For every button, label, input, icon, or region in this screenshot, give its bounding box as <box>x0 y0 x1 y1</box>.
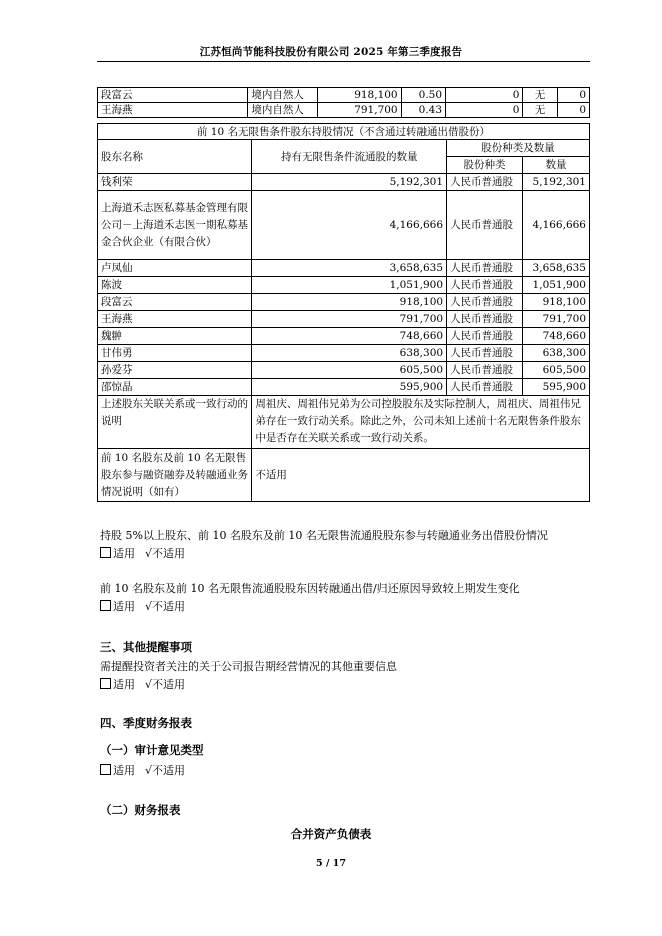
table-row <box>98 191 590 260</box>
holder-ratio: 0.50 <box>401 88 445 103</box>
holder-shares: 918,100 <box>317 88 401 103</box>
col-header-name: 股东名称 <box>98 140 252 174</box>
change-question: 前 10 名股东及前 10 名无限售流通股股东因转融通出借/归还原因导致较上期发生变化 <box>100 582 520 595</box>
header-rule <box>97 61 590 62</box>
margin-row <box>98 449 590 502</box>
table-row <box>98 88 590 103</box>
holder-restricted: 0 <box>446 88 523 103</box>
holder-count: 4,166,666 <box>523 191 590 260</box>
holder-count: 5,192,301 <box>523 174 590 191</box>
relation-label: 上述股东关联关系或一致行动的说明 <box>98 396 252 449</box>
table-row <box>98 103 590 118</box>
checkbox-icon <box>100 678 111 689</box>
applicable-label: 适用 <box>113 547 135 560</box>
page-number: 5 / 17 <box>316 858 346 869</box>
holder-name: 王海燕 <box>98 103 248 118</box>
holder-pledged: 0 <box>557 88 589 103</box>
holder-class: 人民币普通股 <box>447 328 523 345</box>
relation-text: 周祖庆、周祖伟兄弟为公司控股股东及实际控制人，周祖庆、周祖伟兄弟存在一致行动关系。除此之外，公司未知上述前十名无限售条件股东中是否存在关联关系或一致行动关系。 <box>252 396 590 449</box>
checkbox-icon <box>100 764 111 775</box>
holder-name: 上海道禾志医私募基金管理有限公司－上海道禾志医一期私募基金合伙企业（有限合伙） <box>98 191 252 260</box>
holder-type: 境内自然人 <box>248 103 318 118</box>
section-3-heading: 三、其他提醒事项 <box>100 640 192 654</box>
col-header-class-group: 股份种类及数量 <box>447 140 590 157</box>
checkbox-icon <box>100 547 111 558</box>
holder-name: 陈波 <box>98 277 252 294</box>
table-row <box>98 174 590 191</box>
holder-count: 595,900 <box>523 379 590 396</box>
not-applicable-label: √不适用 <box>145 764 186 777</box>
holder-qty: 748,660 <box>252 328 447 345</box>
table-section-title: 前 10 名无限售条件股东持股情况（不含通过转融通出借股份） <box>98 124 590 140</box>
not-applicable-label: √不适用 <box>145 547 186 560</box>
holder-shares: 791,700 <box>317 103 401 118</box>
holder-count: 791,700 <box>523 311 590 328</box>
holder-qty: 638,300 <box>252 345 447 362</box>
holder-count: 605,500 <box>523 362 590 379</box>
table-row <box>98 379 590 396</box>
report-header: 江苏恒尚节能科技股份有限公司 2025 年第三季度报告 <box>199 46 463 58</box>
not-applicable-label: √不适用 <box>145 600 186 613</box>
table-section-title-row <box>98 124 590 140</box>
holder-restricted: 0 <box>446 103 523 118</box>
holder-name: 钱利荣 <box>98 174 252 191</box>
balance-sheet-title: 合并资产负债表 <box>290 827 372 841</box>
holder-status: 无 <box>523 88 557 103</box>
holder-class: 人民币普通股 <box>447 345 523 362</box>
holder-qty: 5,192,301 <box>252 174 447 191</box>
audit-opinion-heading: （一）审计意见类型 <box>100 743 204 757</box>
holder-name: 段富云 <box>98 294 252 311</box>
applicable-label: 适用 <box>113 764 135 777</box>
table-row <box>98 362 590 379</box>
holder-name: 卢凤仙 <box>98 260 252 277</box>
holder-name: 甘伟勇 <box>98 345 252 362</box>
lending-question: 持股 5%以上股东、前 10 名股东及前 10 名无限售流通股股东参与转融通业务出借股份情况 <box>100 529 548 542</box>
table-row <box>98 260 590 277</box>
holder-class: 人民币普通股 <box>447 260 523 277</box>
holder-status: 无 <box>523 103 557 118</box>
relation-row <box>98 396 590 449</box>
col-header-count: 数量 <box>523 157 590 174</box>
unrestricted-shareholder-table <box>97 123 590 502</box>
applicable-label: 适用 <box>113 678 135 691</box>
holder-qty: 1,051,900 <box>252 277 447 294</box>
top-shareholder-table <box>97 87 590 118</box>
table-row <box>98 328 590 345</box>
table-row <box>98 311 590 328</box>
audit-applicability <box>100 763 185 779</box>
holder-qty: 3,658,635 <box>252 260 447 277</box>
lending-applicability <box>100 546 185 562</box>
holder-qty: 595,900 <box>252 379 447 396</box>
table-row <box>98 345 590 362</box>
holder-type: 境内自然人 <box>248 88 318 103</box>
holder-ratio: 0.43 <box>401 103 445 118</box>
table-header-row <box>98 140 590 157</box>
holder-qty: 791,700 <box>252 311 447 328</box>
holder-count: 918,100 <box>523 294 590 311</box>
holder-name: 魏翀 <box>98 328 252 345</box>
holder-count: 638,300 <box>523 345 590 362</box>
change-applicability <box>100 599 185 615</box>
table-row <box>98 294 590 311</box>
section-4-heading: 四、季度财务报表 <box>100 716 192 730</box>
not-applicable-label: √不适用 <box>145 678 186 691</box>
col-header-class: 股份种类 <box>447 157 523 174</box>
holder-class: 人民币普通股 <box>447 379 523 396</box>
holder-class: 人民币普通股 <box>447 362 523 379</box>
margin-label: 前 10 名股东及前 10 名无限售股东参与融资融券及转融通业务情况说明（如有） <box>98 449 252 502</box>
holder-class: 人民币普通股 <box>447 277 523 294</box>
holder-qty: 918,100 <box>252 294 447 311</box>
holder-class: 人民币普通股 <box>447 311 523 328</box>
section-3-question: 需提醒投资者关注的关于公司报告期经营情况的其他重要信息 <box>100 660 397 673</box>
holder-name: 孙爱芬 <box>98 362 252 379</box>
holder-class: 人民币普通股 <box>447 294 523 311</box>
holder-qty: 605,500 <box>252 362 447 379</box>
holder-class: 人民币普通股 <box>447 191 523 260</box>
holder-class: 人民币普通股 <box>447 174 523 191</box>
holder-name: 邵惊晶 <box>98 379 252 396</box>
holder-name: 王海燕 <box>98 311 252 328</box>
holder-count: 3,658,635 <box>523 260 590 277</box>
holder-count: 1,051,900 <box>523 277 590 294</box>
col-header-qty: 持有无限售条件流通股的数量 <box>252 140 447 174</box>
checkbox-icon <box>100 600 111 611</box>
financial-statements-heading: （二）财务报表 <box>100 803 181 817</box>
holder-count: 748,660 <box>523 328 590 345</box>
holder-qty: 4,166,666 <box>252 191 447 260</box>
applicable-label: 适用 <box>113 600 135 613</box>
holder-pledged: 0 <box>557 103 589 118</box>
holder-name: 段富云 <box>98 88 248 103</box>
margin-text: 不适用 <box>252 449 590 502</box>
section-3-applicability <box>100 677 185 693</box>
table-row <box>98 277 590 294</box>
